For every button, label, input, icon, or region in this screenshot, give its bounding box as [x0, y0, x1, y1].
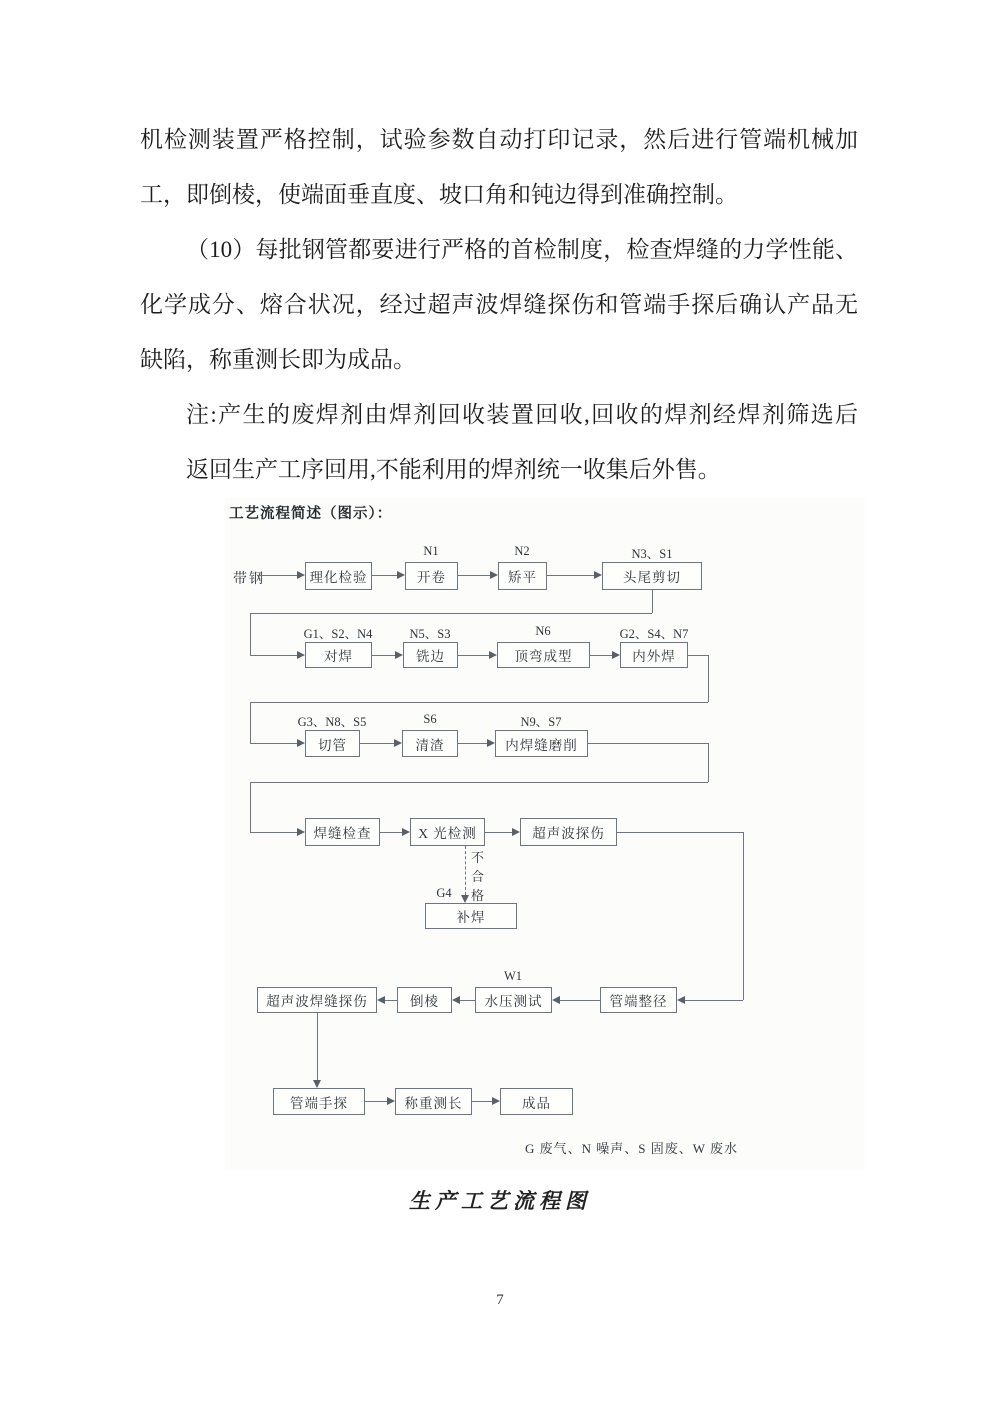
- node-pipe-cutting: 切管: [305, 730, 360, 757]
- node-annotation: N6: [535, 624, 551, 638]
- arrow-right-icon: [297, 571, 305, 579]
- flow-line: [250, 832, 298, 833]
- flow-line: [688, 655, 708, 656]
- node-ultrasonic-weld-inspection: 超声波焊缝探伤: [257, 987, 377, 1013]
- node-repair-welding: 补焊: [425, 903, 517, 929]
- arrow-right-icon: [512, 828, 520, 836]
- node-chamfering: 倒棱: [397, 987, 452, 1013]
- paragraph-line: （10）每批钢管都要进行严格的首检制度，检查焊缝的力学性能、: [186, 237, 858, 262]
- node-slag-cleaning: 清渣: [402, 730, 458, 757]
- arrow-right-icon: [489, 651, 497, 659]
- emission-legend: G 废气、N 噪声、S 固废、W 废水: [525, 1141, 739, 1156]
- document-text: [140, 112, 858, 497]
- arrow-right-icon: [490, 571, 498, 579]
- node-physical-inspection: 理化检验: [305, 562, 372, 590]
- node-annotation: N1: [423, 544, 439, 558]
- arrow-right-icon: [594, 571, 602, 579]
- flow-line: [485, 832, 513, 833]
- flow-line: [250, 655, 298, 656]
- flow-line: [250, 743, 298, 744]
- node-uncoiling: 开卷: [405, 562, 458, 590]
- flow-line: [460, 1000, 475, 1001]
- arrow-right-icon: [387, 1097, 395, 1105]
- arrow-right-icon: [492, 1097, 500, 1105]
- node-annotation: G2、S4、N7: [619, 627, 689, 641]
- figure-caption: 生产工艺流程图: [409, 1189, 591, 1213]
- node-annotation: G1、S2、N4: [303, 627, 373, 641]
- node-ultrasonic-inspection: 超声波探伤: [520, 818, 617, 846]
- node-bend-forming: 顶弯成型: [497, 642, 590, 668]
- flow-line: [458, 575, 491, 576]
- source-material-label: 带钢: [233, 572, 265, 587]
- flow-title: 工艺流程简述（图示）：: [229, 506, 393, 522]
- node-inner-weld-grinding: 内焊缝磨削: [495, 730, 588, 757]
- flow-line: [458, 655, 490, 656]
- flow-line: [458, 743, 488, 744]
- node-leveling: 矫平: [498, 562, 547, 590]
- node-pipe-end-manual-inspection: 管端手探: [273, 1088, 365, 1115]
- node-annotation: N9、S7: [520, 715, 562, 729]
- paragraph-line: 工，即倒棱，使端面垂直度、坡口角和钝边得到准确控制。: [140, 182, 738, 207]
- process-flow-diagram: [225, 498, 865, 1170]
- flow-line: [547, 575, 595, 576]
- arrow-left-icon: [552, 996, 560, 1004]
- flow-line: [250, 702, 708, 703]
- flow-line: [372, 575, 398, 576]
- node-annotation: G3、N8、S5: [297, 715, 367, 729]
- node-xray-inspection: X 光检测: [410, 818, 485, 846]
- arrow-right-icon: [297, 828, 305, 836]
- flow-line: [472, 1101, 493, 1102]
- flow-line: [380, 832, 403, 833]
- flow-line: [590, 655, 613, 656]
- flow-dashed-line: [465, 846, 466, 895]
- arrow-right-icon: [297, 739, 305, 747]
- flow-line: [250, 782, 708, 783]
- node-annotation: W1: [503, 969, 523, 983]
- node-weighing-measuring: 称重测长: [395, 1088, 472, 1115]
- arrow-left-icon: [377, 996, 385, 1004]
- paragraph-line: 缺陷，称重测长即为成品。: [140, 347, 416, 372]
- flow-line: [588, 743, 708, 744]
- reject-label: 不合格: [471, 850, 485, 903]
- flow-line: [652, 590, 653, 613]
- flow-line: [360, 743, 395, 744]
- arrow-left-icon: [677, 996, 685, 1004]
- node-butt-welding: 对焊: [305, 642, 372, 668]
- arrow-left-icon: [452, 996, 460, 1004]
- paragraph-line: 化学成分、熔合状况，经过超声波焊缝探伤和管端手探后确认产品无: [140, 292, 858, 317]
- flow-line: [685, 1000, 743, 1001]
- flow-line: [317, 1013, 318, 1081]
- node-hydrostatic-test: 水压测试: [475, 987, 552, 1013]
- node-annotation: S6: [423, 712, 437, 726]
- node-pipe-end-sizing: 管端整径: [600, 987, 677, 1013]
- node-annotation: G4: [436, 886, 452, 900]
- node-weld-inspection: 焊缝检查: [305, 818, 380, 846]
- node-annotation: N3、S1: [631, 547, 673, 561]
- node-finished-product: 成品: [500, 1088, 573, 1115]
- flow-line: [372, 655, 396, 656]
- flow-line: [257, 575, 298, 576]
- flow-line: [617, 832, 743, 833]
- arrow-right-icon: [487, 739, 495, 747]
- flow-line: [708, 655, 709, 702]
- arrow-right-icon: [612, 651, 620, 659]
- flow-line: [250, 613, 251, 655]
- node-inside-outside-welding: 内外焊: [620, 642, 688, 668]
- paragraph-line: 注:产生的废焊剂由焊剂回收装置回收,回收的焊剂经焊剂筛选后: [186, 402, 858, 427]
- paragraph-line: 返回生产工序回用,不能利用的焊剂统一收集后外售。: [186, 457, 721, 482]
- flow-line: [250, 613, 652, 614]
- flow-line: [385, 1000, 397, 1001]
- arrow-right-icon: [297, 651, 305, 659]
- arrow-right-icon: [402, 828, 410, 836]
- node-annotation: N5、S3: [409, 627, 451, 641]
- arrow-down-icon: [313, 1080, 321, 1088]
- flow-line: [560, 1000, 600, 1001]
- flow-line: [250, 782, 251, 832]
- node-head-tail-shearing: 头尾剪切: [602, 562, 702, 590]
- arrow-down-icon: [461, 895, 469, 903]
- flow-line: [365, 1101, 388, 1102]
- flow-line: [743, 832, 744, 1000]
- paragraph-line: 机检测装置严格控制，试验参数自动打印记录，然后进行管端机械加: [140, 127, 858, 152]
- page-number: 7: [496, 1292, 504, 1308]
- node-edge-milling: 铣边: [403, 642, 458, 668]
- node-annotation: N2: [514, 544, 530, 558]
- flow-line: [708, 743, 709, 782]
- arrow-right-icon: [394, 739, 402, 747]
- flow-line: [250, 702, 251, 743]
- arrow-right-icon: [397, 571, 405, 579]
- arrow-right-icon: [395, 651, 403, 659]
